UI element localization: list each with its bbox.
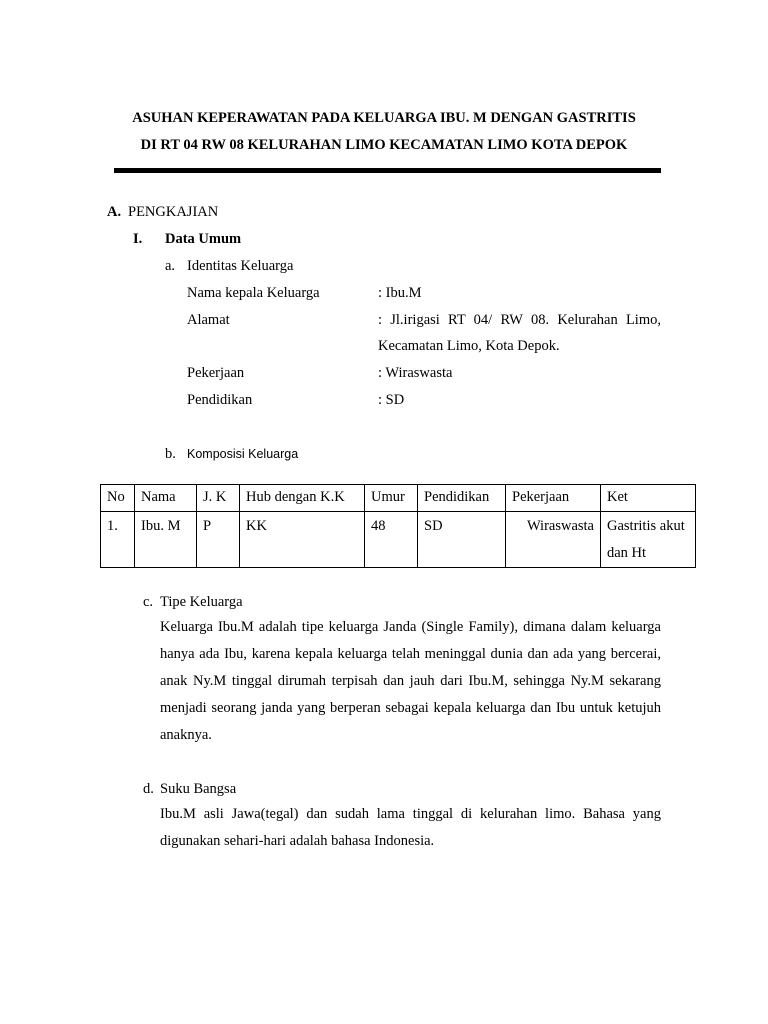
table-cell-gender: P — [197, 512, 240, 568]
table-cell-age: 48 — [365, 512, 418, 568]
section-a-heading: PENGKAJIAN — [128, 204, 219, 220]
ethnicity-paragraph: Ibu.M asli Jawa(tegal) dan sudah lama tinggal di kelurahan limo. Bahasa yang digunakan sehari-hari adalah bahasa Indonesia. — [160, 806, 661, 849]
identity-label-job: Pekerjaan — [187, 365, 245, 381]
title-divider — [114, 168, 661, 173]
identity-value-education: : SD — [378, 392, 405, 408]
table-header-education: Pendidikan — [418, 485, 506, 512]
sub-d-marker: d. — [143, 781, 154, 797]
sub-a-marker: a. — [165, 258, 176, 274]
table-cell-relation: KK — [240, 512, 365, 568]
table-header-job: Pekerjaan — [506, 485, 601, 512]
sub-b-heading: Komposisi Keluarga — [187, 447, 299, 461]
table-header-relation: Hub dengan K.K — [240, 485, 365, 512]
sub-d-heading: Suku Bangsa — [160, 781, 237, 797]
section-1-marker: I. — [133, 231, 143, 247]
sub-a-heading: Identitas Keluarga — [187, 258, 294, 274]
table-header-row — [101, 485, 696, 512]
table-header-age: Umur — [365, 485, 418, 512]
identity-label-address: Alamat — [187, 312, 230, 328]
identity-value-job: : Wiraswasta — [378, 365, 453, 381]
table-cell-education: SD — [418, 512, 506, 568]
table-cell-no: 1. — [101, 512, 135, 568]
identity-value-address-line-2: Kecamatan Limo, Kota Depok. — [378, 338, 560, 354]
table-header-gender: J. K — [197, 485, 240, 512]
identity-label-education: Pendidikan — [187, 392, 253, 408]
table-row — [101, 512, 696, 568]
table-header-note: Ket — [601, 485, 696, 512]
sub-c-heading: Tipe Keluarga — [160, 594, 243, 610]
table-cell-name: Ibu. M — [135, 512, 197, 568]
section-a-marker: A. — [107, 204, 122, 220]
document-title-line-2: DI RT 04 RW 08 KELURAHAN LIMO KECAMATAN LIMO KOTA DEPOK — [140, 137, 628, 153]
identity-value-address: : Jl.irigasi RT 04/ RW 08. Kelurahan Limo, — [378, 312, 661, 328]
identity-value-head: : Ibu.M — [378, 285, 422, 301]
family-type-paragraph: Keluarga Ibu.M adalah tipe keluarga Janda (Single Family), dimana dalam keluarga hanya ada Ibu, karena kepala keluarga telah meninggal dunia dan ada yang bercerai, anak Ny.M tinggal dirumah terpisah dan jauh dari Ibu.M, sehingga Ny.M sekarang menjadi seorang janda yang berperan sebagai kepala keluarga dan Ibu untuk ketujuh anaknya. — [160, 619, 661, 743]
document-title-line-1: ASUHAN KEPERAWATAN PADA KELUARGA IBU. M DENGAN GASTRITIS — [132, 110, 636, 126]
sub-c-marker: c. — [143, 594, 154, 610]
family-composition-table — [100, 484, 696, 568]
section-1-heading: Data Umum — [165, 231, 242, 247]
table-header-name: Nama — [135, 485, 197, 512]
identity-label-head: Nama kepala Keluarga — [187, 285, 320, 301]
table-cell-job: Wiraswasta — [506, 512, 601, 568]
sub-b-marker: b. — [165, 446, 176, 462]
table-cell-note: Gastritis akut dan Ht — [601, 512, 696, 568]
table-header-no: No — [101, 485, 135, 512]
